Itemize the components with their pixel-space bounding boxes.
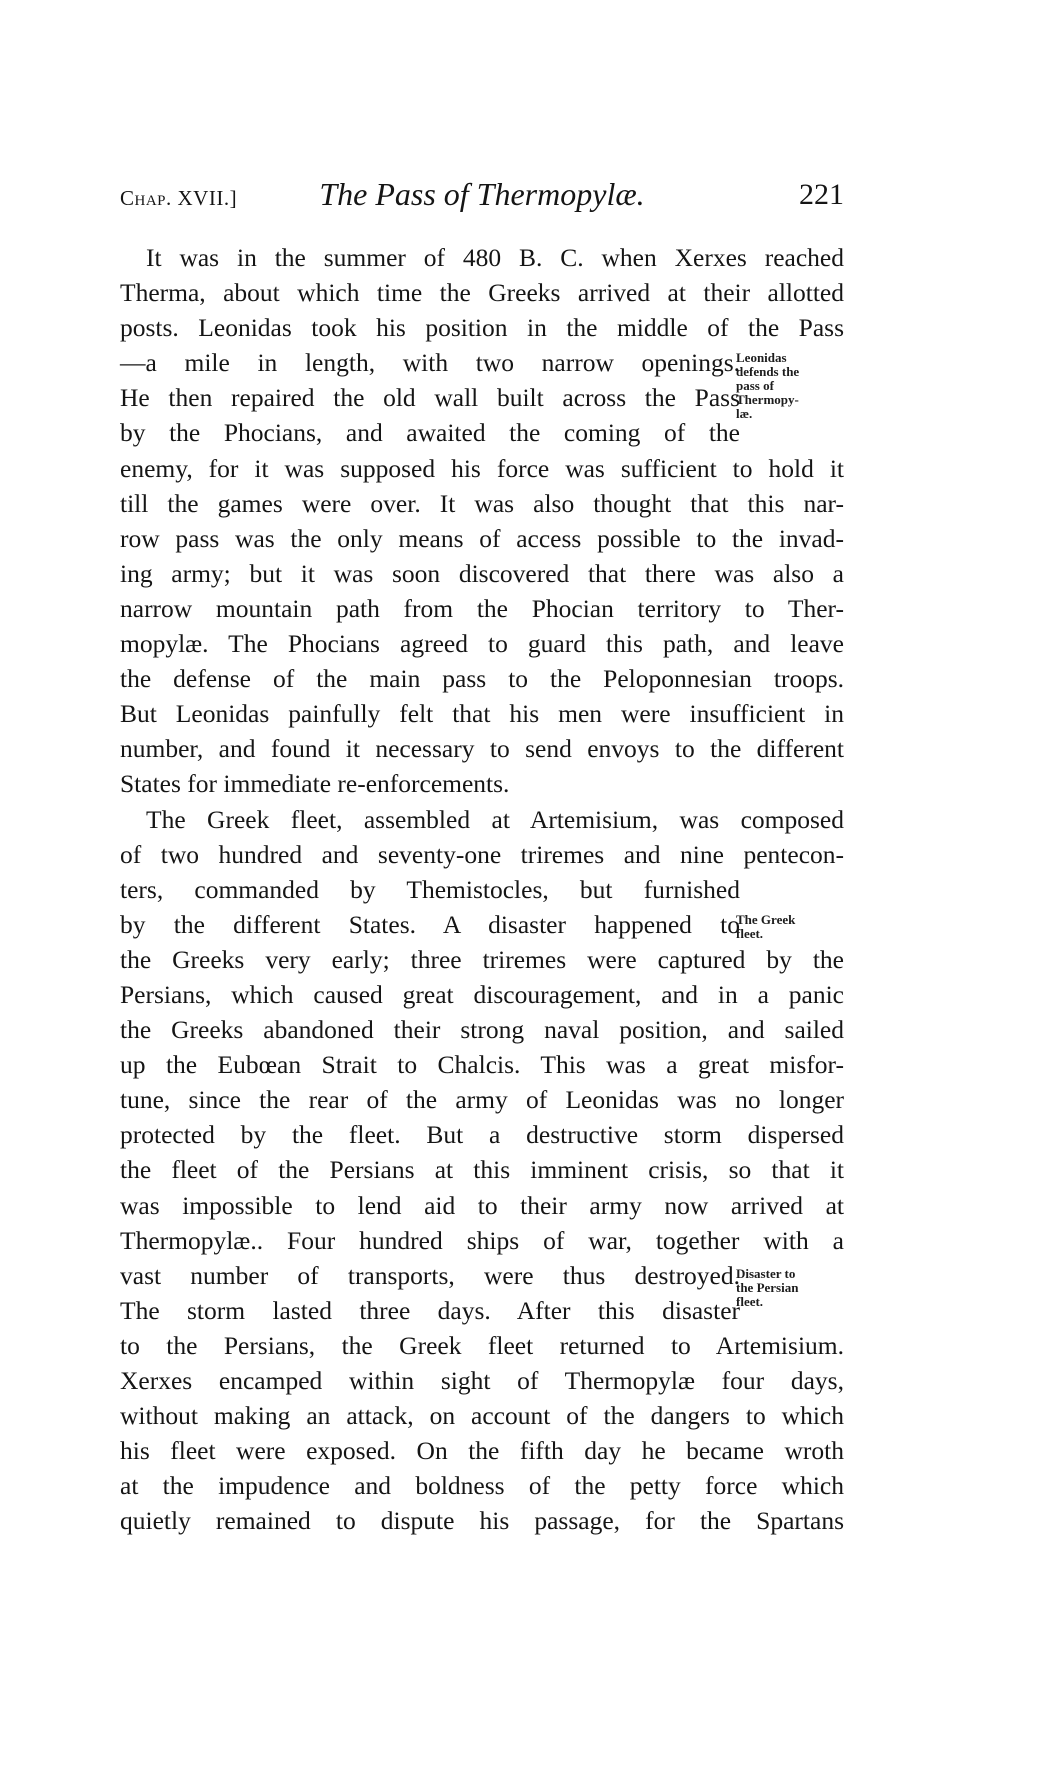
text-line: number, and found it necessary to send envoys to the different: [120, 734, 844, 764]
margin-note-greek-fleet: [736, 913, 856, 941]
text-line: without making an attack, on account of the dangers to which: [120, 1401, 844, 1431]
text-line: posts. Leonidas took his position in the middle of the Pass: [120, 313, 844, 343]
text-line: Xerxes encamped within sight of Thermopylæ four days,: [120, 1366, 844, 1395]
text-line: by the different States. A disaster happened to: [120, 909, 740, 939]
margin-note-line: læ.: [736, 406, 753, 421]
text-line: was impossible to lend aid to their army now arrived at: [120, 1190, 844, 1220]
text-line: mopylæ. The Phocians agreed to guard this path, and leave: [120, 629, 844, 659]
margin-note-line: pass of: [736, 378, 774, 393]
margin-note-line: Disaster to: [736, 1266, 796, 1281]
margin-note-line: Leonidas: [736, 350, 787, 365]
body-text: [120, 240, 844, 1538]
margin-note-line: The Greek: [736, 912, 796, 927]
text-line: quietly remained to dispute his passage, for the Spartans: [120, 1506, 844, 1536]
text-line: row pass was the only means of access possible to the invad-: [120, 523, 844, 553]
text-line: till the games were over. It was also thought that this nar-: [120, 488, 844, 518]
text-line: tune, since the rear of the army of Leonidas was no longer: [120, 1085, 844, 1115]
text-line: The storm lasted three days. After this disaster: [120, 1295, 740, 1325]
text-line: the fleet of the Persians at this imminent crisis, so that it: [120, 1155, 844, 1185]
text-line: to the Persians, the Greek fleet returned to Artemisium.: [120, 1330, 844, 1360]
text-line: by the Phocians, and awaited the coming of the: [120, 418, 740, 448]
margin-note-line: fleet.: [736, 1294, 764, 1309]
text-line: States for immediate re-enforcements.: [120, 769, 510, 799]
margin-note-line: the Persian: [736, 1280, 799, 1295]
margin-note-leonidas: [736, 351, 856, 421]
text-line: his fleet were exposed. On the fifth day he became wroth: [120, 1436, 844, 1466]
page-number: 221: [799, 178, 844, 211]
text-line: up the Eubœan Strait to Chalcis. This was a great misfor-: [120, 1050, 844, 1080]
text-line: of two hundred and seventy-one triremes and nine pentecon-: [120, 839, 844, 869]
text-line: protected by the fleet. But a destructive storm dispersed: [120, 1120, 844, 1150]
margin-note-line: fleet.: [736, 926, 764, 941]
margin-note-line: Thermopy-: [736, 392, 799, 407]
running-header: [120, 172, 844, 222]
text-line: The Greek fleet, assembled at Artemisium, was composed: [146, 804, 844, 834]
text-line: —a mile in length, with two narrow openings.: [120, 348, 740, 378]
text-line: the Greeks very early; three triremes were captured by the: [120, 944, 844, 974]
text-line: the defense of the main pass to the Peloponnesian troops.: [120, 664, 844, 694]
text-line: He then repaired the old wall built across the Pass: [120, 383, 740, 413]
text-line: ing army; but it was soon discovered that there was also a: [120, 558, 844, 588]
chapter-label: Chap. XVII.]: [120, 186, 238, 210]
text-line: at the impudence and boldness of the petty force which: [120, 1471, 844, 1501]
text-line: the Greeks abandoned their strong naval position, and sailed: [120, 1015, 844, 1045]
text-line: Thermopylæ.. Four hundred ships of war, together with a: [120, 1225, 844, 1255]
margin-note-line: defends the: [736, 364, 800, 379]
text-line: Therma, about which time the Greeks arrived at their allotted: [120, 278, 844, 308]
running-title: The Pass of Thermopylæ.: [319, 176, 645, 212]
margin-note-persian-disaster: [736, 1267, 856, 1309]
text-line: But Leonidas painfully felt that his men were insufficient in: [120, 699, 844, 729]
text-line: ters, commanded by Themistocles, but furnished: [120, 874, 740, 904]
text-line: It was in the summer of 480 B. C. when Xerxes reached: [146, 243, 844, 272]
text-line: Persians, which caused great discouragement, and in a panic: [120, 979, 844, 1009]
text-line: enemy, for it was supposed his force was sufficient to hold it: [120, 453, 844, 483]
text-line: vast number of transports, were thus destroyed.: [120, 1260, 740, 1290]
text-line: narrow mountain path from the Phocian territory to Ther-: [120, 593, 844, 623]
